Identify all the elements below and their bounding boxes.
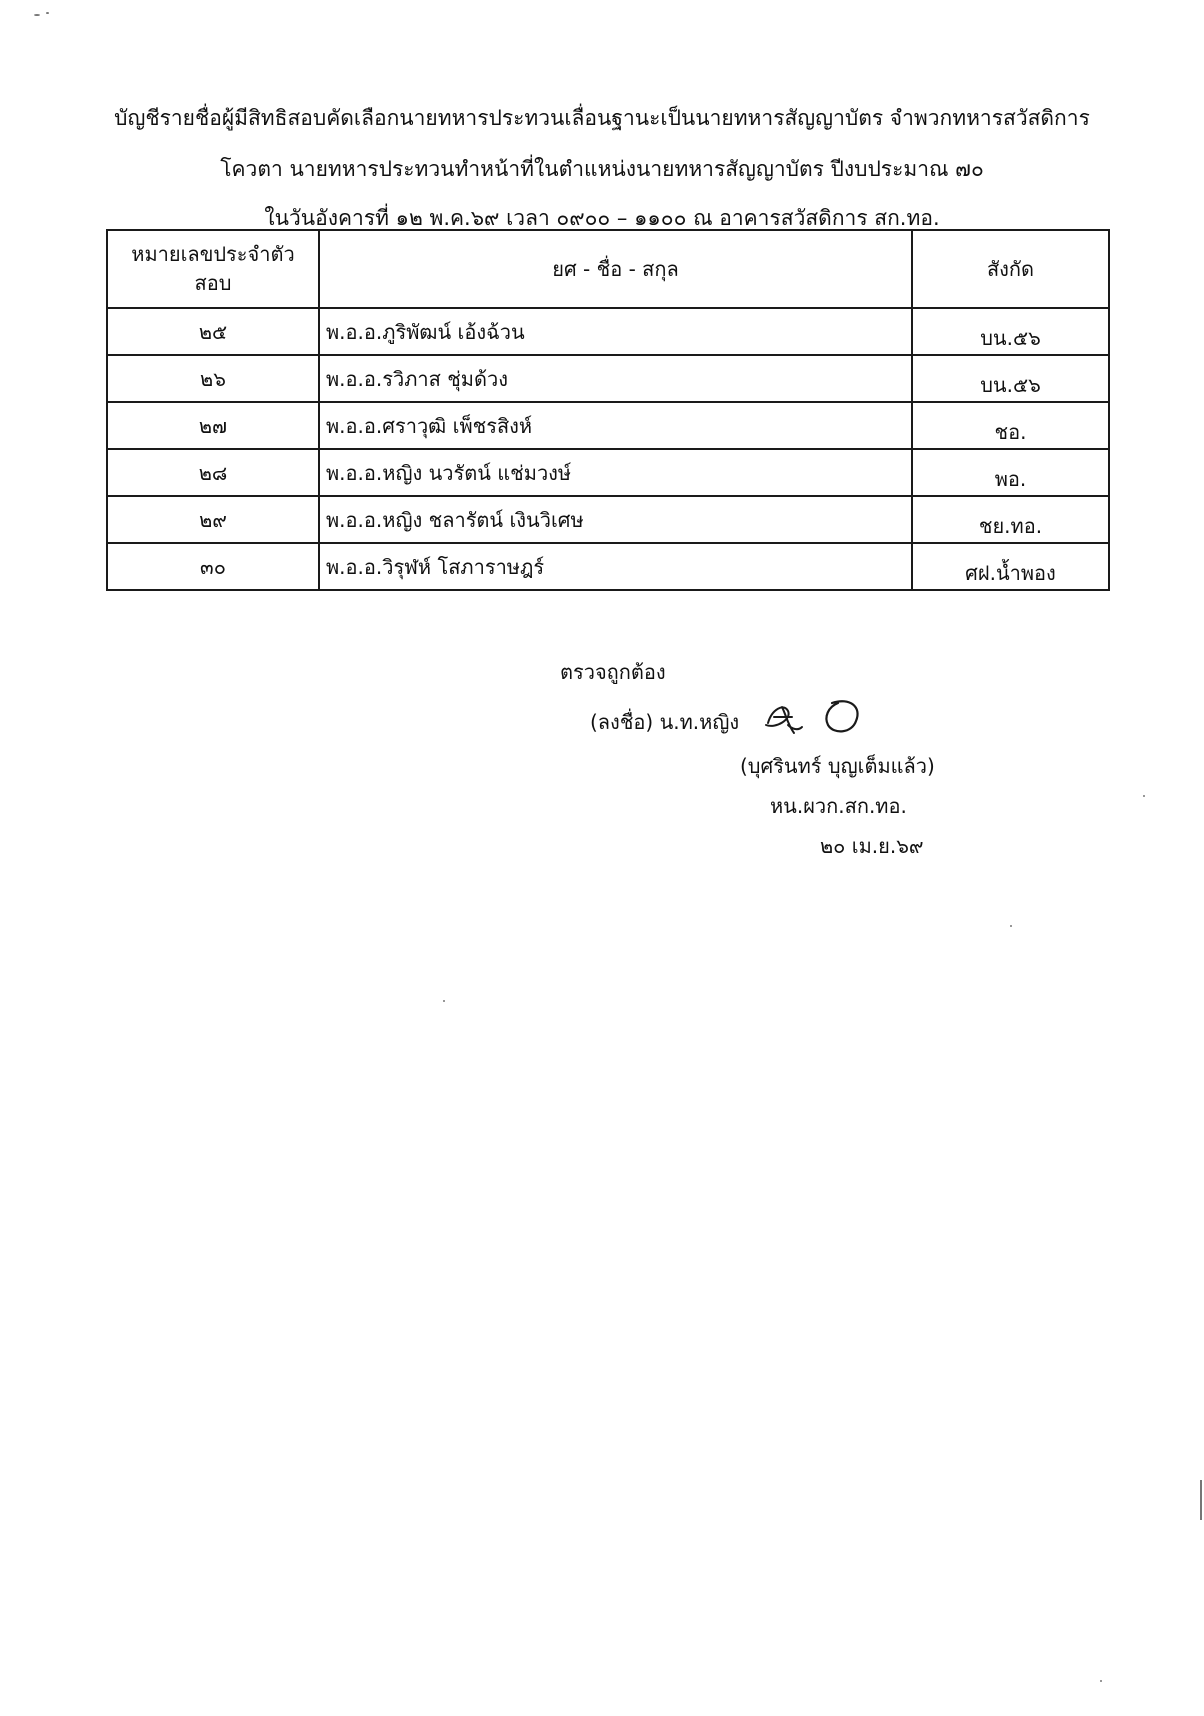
unit-cell: ศฝ.น้ำพอง	[912, 543, 1109, 590]
unit-cell: ชอ.	[912, 402, 1109, 449]
title-line-3: ในวันอังคารที่ ๑๒ พ.ค.๖๙ เวลา ๐๙๐๐ – ๑๑๐๐ ณ อาคารสวัสดิการ สก.ทอ.	[264, 206, 940, 230]
verified-label: ตรวจถูกต้อง	[560, 660, 666, 684]
table-row	[107, 308, 1109, 355]
exam-number-cell: ๒๕	[107, 308, 319, 355]
name-cell: พ.อ.อ.ภูริพัฒน์ เอ้งฉ้วน	[319, 308, 912, 355]
exam-number-cell: ๒๗	[107, 402, 319, 449]
unit-cell: พอ.	[912, 449, 1109, 496]
table-row	[107, 449, 1109, 496]
table-header-row	[107, 230, 1109, 308]
signer-name: (บุศรินทร์ บุญเต็มแล้ว)	[740, 754, 935, 778]
unit-cell: บน.๕๖	[912, 355, 1109, 402]
table-row	[107, 402, 1109, 449]
table-row	[107, 543, 1109, 590]
title-line-2: โควตา นายทหารประทวนทำหน้าที่ในตำแหน่งนายทหารสัญญาบัตร ปีงบประมาณ ๗๐	[220, 157, 984, 181]
scan-speck	[1100, 1680, 1102, 1682]
unit-cell: บน.๕๖	[912, 308, 1109, 355]
scan-speck	[34, 14, 40, 16]
scan-speck	[1143, 795, 1145, 797]
scan-speck	[443, 1000, 445, 1002]
exam-number-cell: ๒๙	[107, 496, 319, 543]
exam-number-cell: ๒๘	[107, 449, 319, 496]
name-cell: พ.อ.อ.หญิง นวรัตน์ แช่มวงษ์	[319, 449, 912, 496]
roster-table	[106, 229, 1110, 591]
scan-speck	[1010, 925, 1012, 927]
name-cell: พ.อ.อ.รวิภาส ชุ่มด้วง	[319, 355, 912, 402]
signer-position: หน.ผวก.สก.ทอ.	[770, 794, 907, 818]
unit-cell: ชย.ทอ.	[912, 496, 1109, 543]
signed-prefix: (ลงชื่อ) น.ท.หญิง	[590, 710, 740, 734]
scan-speck	[1200, 1480, 1202, 1520]
header-unit: สังกัด	[912, 230, 1109, 308]
table-row	[107, 355, 1109, 402]
name-cell: พ.อ.อ.หญิง ชลารัตน์ เงินวิเศษ	[319, 496, 912, 543]
header-name: ยศ - ชื่อ - สกุล	[319, 230, 912, 308]
table-row	[107, 496, 1109, 543]
scan-speck	[46, 12, 49, 14]
exam-number-cell: ๓๐	[107, 543, 319, 590]
name-cell: พ.อ.อ.ศราวุฒิ เพ็ชรสิงห์	[319, 402, 912, 449]
sign-date: ๒๐ เม.ย.๖๙	[820, 834, 924, 858]
title-line-1: บัญชีรายชื่อผู้มีสิทธิสอบคัดเลือกนายทหารประทวนเลื่อนฐานะเป็นนายทหารสัญญาบัตร จำพวกทหารสวัสดิการ	[114, 106, 1090, 130]
header-exam-number: หมายเลขประจำตัวสอบ	[107, 230, 319, 308]
name-cell: พ.อ.อ.วิรุฬห์ โสภาราษฎร์	[319, 543, 912, 590]
exam-number-cell: ๒๖	[107, 355, 319, 402]
roster-table-container	[106, 229, 1108, 591]
handwritten-signature	[758, 695, 868, 741]
